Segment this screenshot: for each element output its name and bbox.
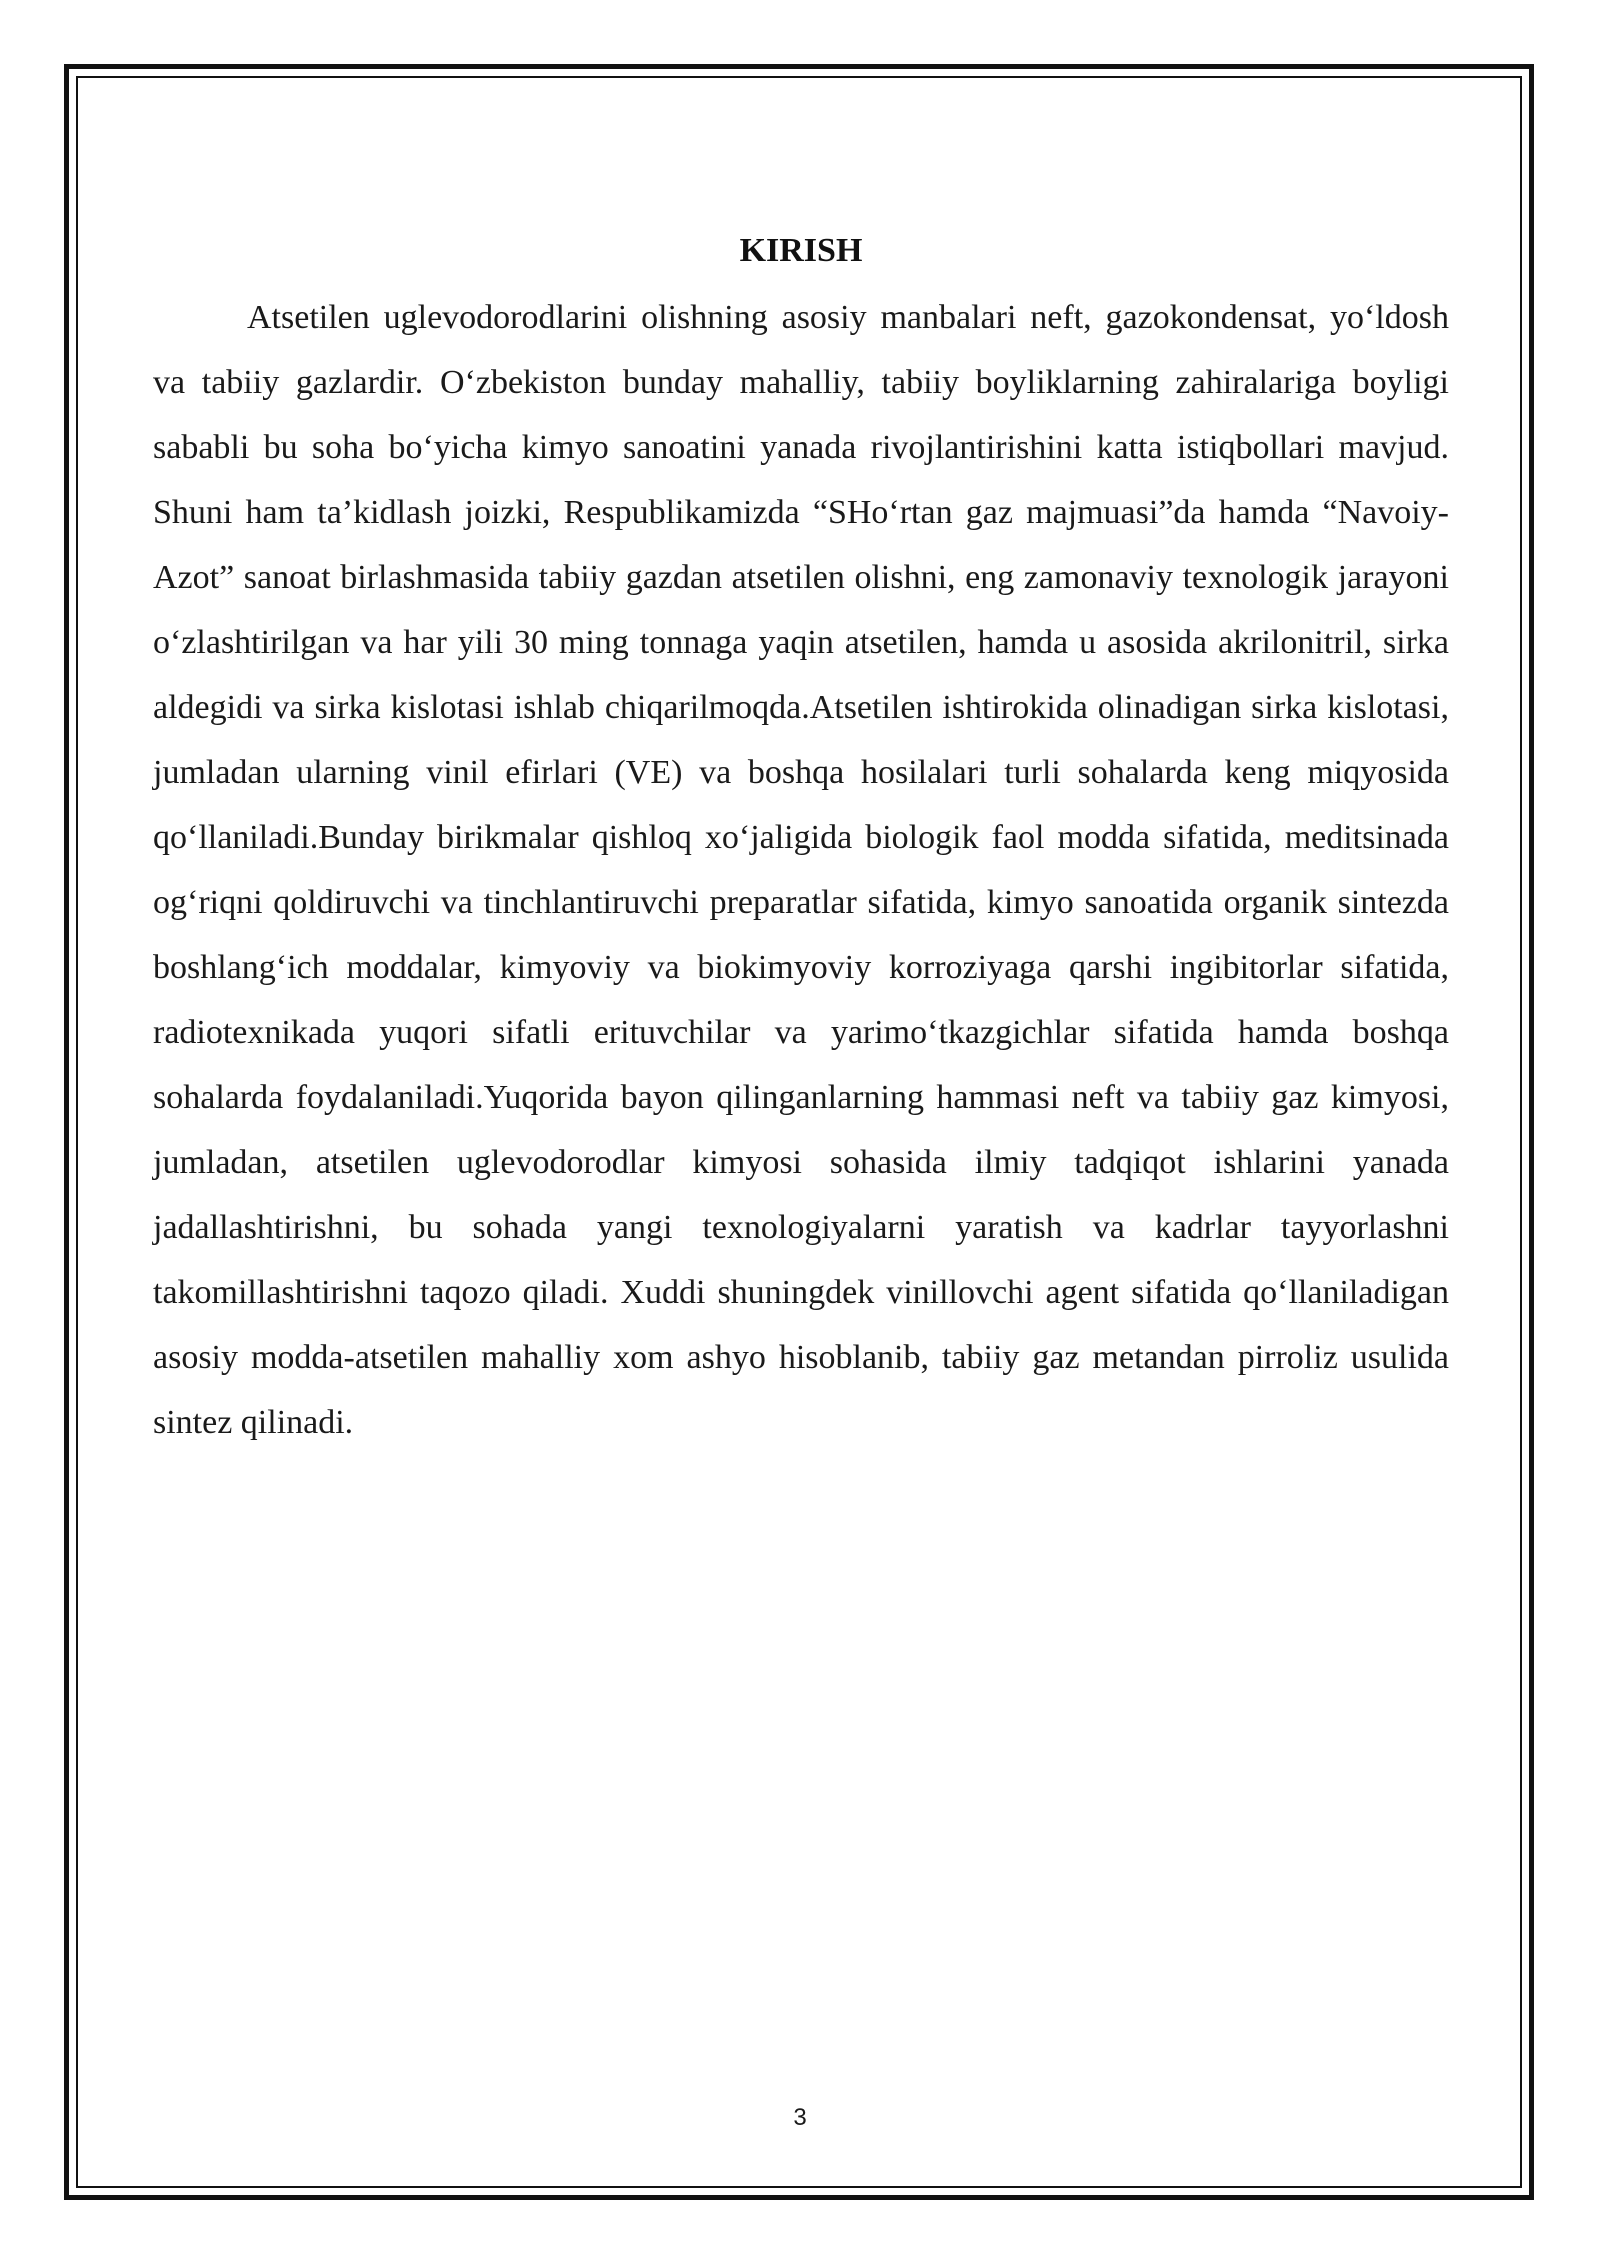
body-paragraph: Atsetilen uglevodorodlarini olishning asosiy manbalari neft, gazokondensat, yo‘ldosh va tabiiy gazlardir. O‘zbekiston bunday mahalliy, tabiiy boyliklarning zahiralariga boyligi sababli bu soha bo‘yicha kimyo sanoatini yanada rivojlantirishini katta istiqbollari mavjud. Shuni ham ta’kidlash joizki, Respublikamizda “SHo‘rtan gaz majmuasi”da hamda “Navoiy-Azot” sanoat birlashmasida tabiiy gazdan atsetilen olishni, eng zamonaviy texnologik jarayoni o‘zlashtirilgan va har yili 30 ming tonnaga yaqin atsetilen, hamda u asosida akrilonitril, sirka aldegidi va sirka kislotasi ishlab chiqarilmoqda.Atsetilen ishtirokida olinadigan sirka kislotasi, jumladan ularning vinil efirlari (VE) va boshqa hosilalari turli sohalarda keng miqyosida qo‘llaniladi.Bunday birikmalar qishloq xo‘jaligida biologik faol modda sifatida, meditsinada og‘riqni qoldiruvchi va tinchlantiruvchi preparatlar sifatida, kimyo sanoatida organik sintezda boshlang‘ich moddalar, kimyoviy va biokimyoviy korroziyaga qarshi ingibitorlar sifatida, radiotexnikada yuqori sifatli erituvchilar va yarimo‘tkazgichlar sifatida hamda boshqa sohalarda foydalaniladi.Yuqorida bayon qilinganlarning hammasi neft va tabiiy gaz kimyosi, jumladan, atsetilen uglevodorodlar kimyosi sohasida ilmiy tadqiqot ishlarini yanada jadallashtirishni, bu sohada yangi texnologiyalarni yaratish va kadrlar tayyorlashni takomillashtirishni taqozo qiladi. Xuddi shuningdek vinillovchi agent sifatida qo‘llaniladigan asosiy modda-atsetilen mahalliy xom ashyo hisoblanib, tabiiy gaz metandan pirroliz usulida sintez qilinadi.: [153, 299, 1449, 1441]
section-heading: KIRISH: [739, 232, 863, 269]
page-number: 3: [793, 2104, 807, 2131]
page-content: [153, 225, 1449, 1455]
